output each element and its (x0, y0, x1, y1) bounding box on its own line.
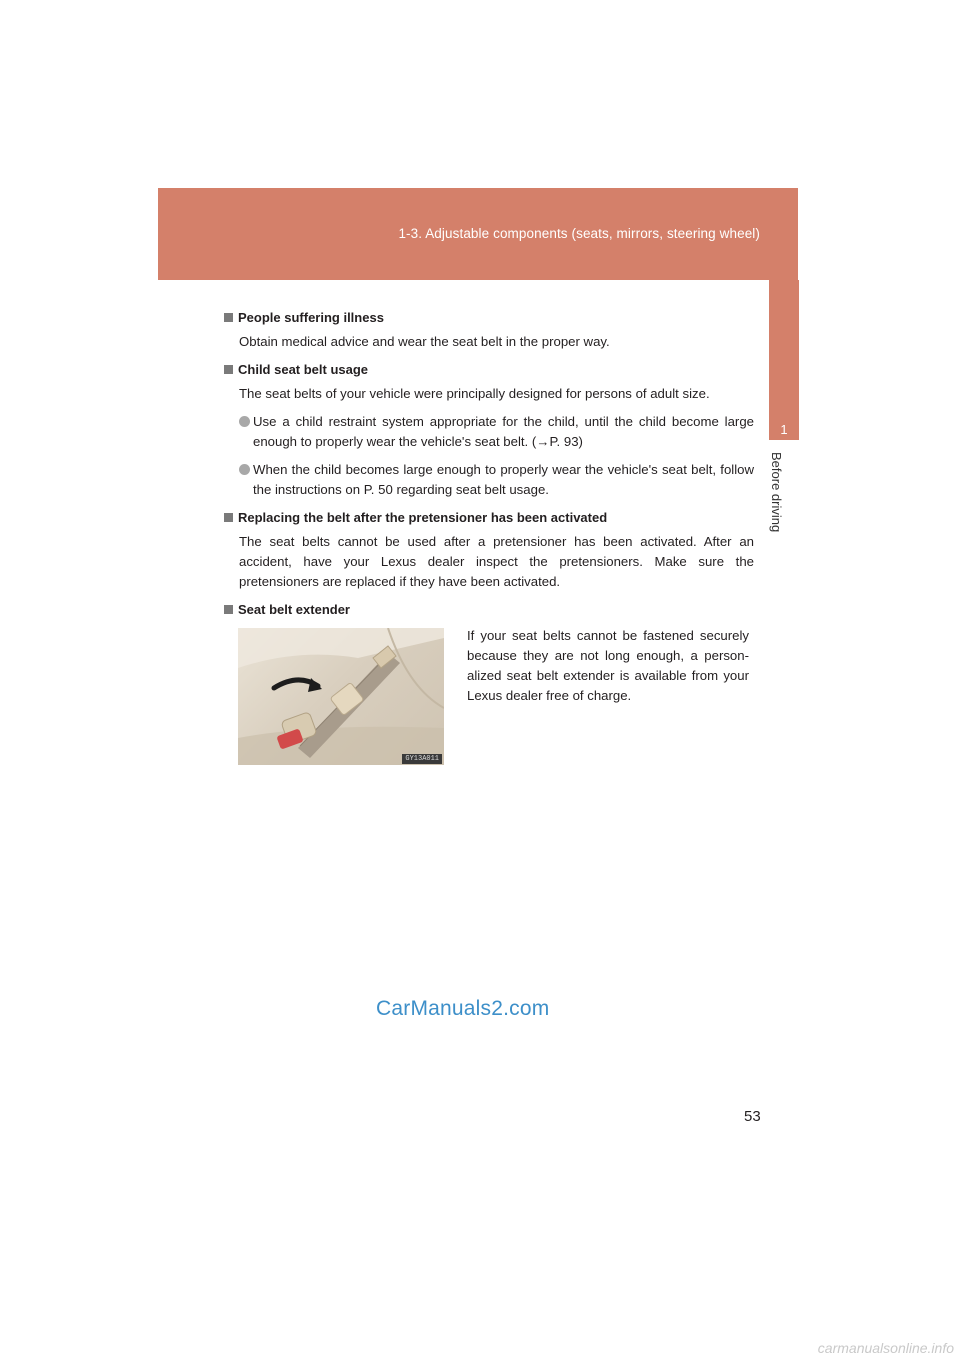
list-item (239, 412, 754, 452)
watermark: CarManuals2.com (376, 997, 550, 1020)
list-item (239, 460, 754, 500)
circle-bullet-icon (239, 464, 250, 475)
heading-child: Child seat belt usage (238, 362, 369, 377)
text-extender: If your seat belts cannot be fastened securely because they are not long enough, a person-alized seat belt extender is available from your Lexus dealer free of charge. (467, 628, 749, 703)
chapter-label-container (770, 452, 798, 572)
section-child (224, 360, 754, 500)
square-bullet-icon (224, 313, 233, 322)
page-content (224, 308, 754, 620)
seat-belt-illustration (238, 628, 444, 765)
square-bullet-icon (224, 513, 233, 522)
heading-extender: Seat belt extender (238, 602, 350, 617)
bullet-text: When the child becomes large enough to properly wear the vehicle's seat belt, follow the instructions on P. 50 regarding seat belt usage. (253, 462, 754, 497)
footer-watermark: carmanualsonline.info (817, 1340, 954, 1356)
section-header-band (158, 188, 798, 280)
chapter-label: Before driving (769, 452, 784, 533)
section-title: 1-3. Adjustable components (seats, mirrors, steering wheel) (398, 226, 760, 241)
text-child: The seat belts of your vehicle were principally designed for persons of adult size. (239, 386, 710, 401)
heading-replacing: Replacing the belt after the pretensioner has been activated (238, 510, 608, 525)
circle-bullet-icon (239, 416, 250, 427)
text-replacing: The seat belts cannot be used after a pretensioner has been activated. After an accident, have your Lexus dealer inspect the pretensioners. Make sure the pretensioners are replaced if they have been activated. (239, 534, 754, 589)
square-bullet-icon (224, 605, 233, 614)
square-bullet-icon (224, 365, 233, 374)
chapter-tab (769, 280, 799, 440)
bullet-text: Use a child restraint system appropriate for the child, until the child become large enough to properly wear the vehicle's seat belt. (→P. 93) (253, 414, 754, 449)
seat-belt-extender-photo (238, 628, 444, 765)
chapter-number: 1 (780, 422, 788, 437)
page-number: 53 (744, 1108, 761, 1125)
text-illness: Obtain medical advice and wear the seat belt in the proper way. (239, 334, 610, 349)
section-illness (224, 308, 754, 352)
section-replacing (224, 508, 754, 592)
heading-illness: People suffering illness (238, 310, 384, 325)
section-extender (224, 600, 754, 620)
footer-bar (0, 1338, 960, 1358)
image-code: GY13A011 (402, 754, 442, 764)
